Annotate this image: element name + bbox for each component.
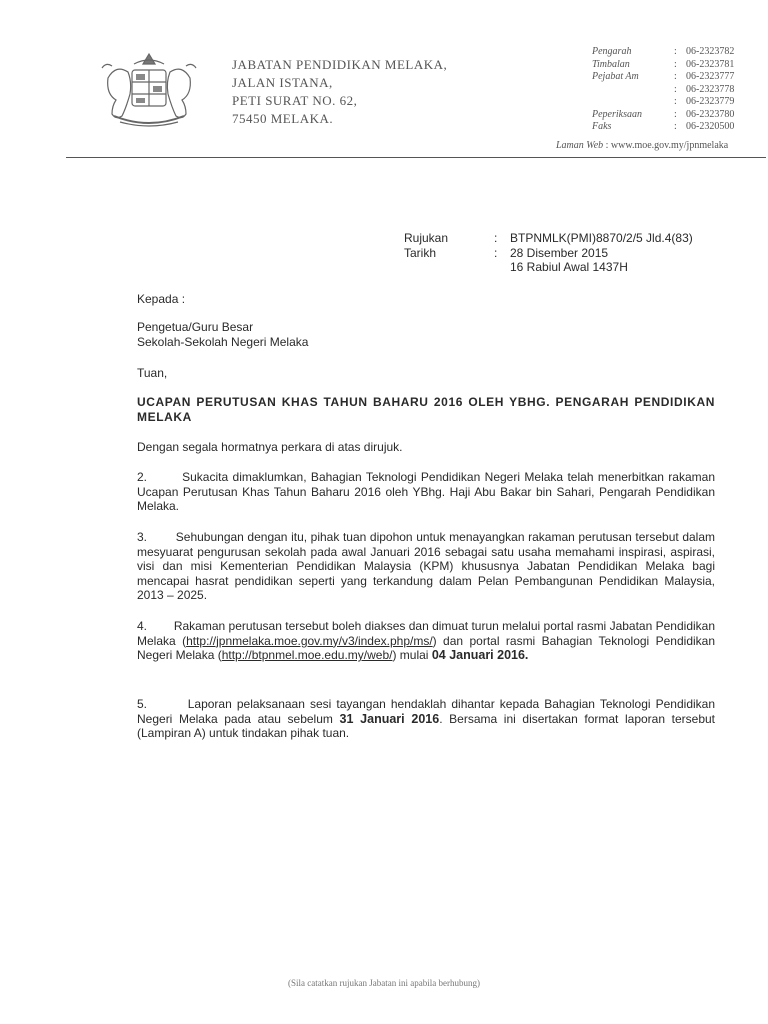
reference-block: Rujukan : BTPNMLK(PMI)8870/2/5 Jld.4(83) Tarikh : 28 Disember 2015 16 Rabiul Awal 1437H bbox=[404, 231, 693, 274]
paragraph-text: Sehubungan dengan itu, pihak tuan dipohon untuk menayangkan rakaman perutusan tersebut dalam mesyuarat pengurusan sekolah pada awal Januari 2016 sebagai satu usaha memahami inspirasi, aspirasi, visi dan misi Kementerian Pendidikan Malaysia (KPM) khususnya Jabatan Pendidikan Melaka bagi mencapai hasrat pendidikan seperti yang terkandung dalam Pelan Pembangunan Pendidikan Malaysia, 2013 – 2025. bbox=[137, 530, 716, 603]
opening-line: Dengan segala hormatnya perkara di atas dirujuk. bbox=[137, 440, 403, 454]
rujukan-label: Rujukan bbox=[404, 231, 449, 245]
paragraph-5 bbox=[137, 697, 715, 741]
contact-row: Timbalan : 06-2323781 bbox=[592, 58, 735, 70]
contact-number: 06-2323778 bbox=[686, 83, 735, 95]
paragraph-text: Sukacita dimaklumkan, Bahagian Teknologi Pendidikan Negeri Melaka telah menerbitkan rakaman Ucapan Perutusan Khas Tahun Baharu 2016 oleh YBhg. Haji Abu Bakar bin Sahari, Pengarah Pendidikan Melaka. bbox=[137, 470, 715, 514]
website-label: Laman Web bbox=[556, 140, 604, 151]
kepada-label: Kepada : bbox=[137, 292, 186, 306]
paragraph-text: Rakaman perutusan tersebut boleh diakses dan dimuat turun melalui portal rasmi Jabatan Pendidikan Melaka ( bbox=[137, 619, 716, 648]
paragraph-number: 2. bbox=[137, 470, 148, 484]
contact-number: 06-2323781 bbox=[686, 58, 735, 70]
contact-label bbox=[592, 84, 674, 97]
paragraph-text: . Bersama ini disertakan format laporan tersebut (Lampiran A) untuk tindakan pihak tuan. bbox=[137, 711, 716, 741]
deadline-date: 31 Januari 2016 bbox=[339, 711, 440, 726]
start-date: 04 Januari 2016. bbox=[431, 648, 529, 663]
contact-row: Peperiksaan : 06-2323780 bbox=[592, 108, 735, 120]
paragraph-2 bbox=[137, 470, 715, 514]
paragraph-number: 3. bbox=[137, 530, 148, 544]
contact-number: 06-2323779 bbox=[686, 96, 735, 107]
recipient-title: Pengetua/Guru Besar bbox=[137, 320, 254, 334]
tarikh-value: 28 Disember 2015 bbox=[510, 245, 609, 260]
contact-number: 06-2320500 bbox=[686, 121, 735, 132]
contact-label: Pejabat Am bbox=[592, 71, 639, 82]
paragraph-4 bbox=[137, 619, 715, 663]
org-address bbox=[232, 56, 447, 128]
subject-heading: UCAPAN PERUTUSAN KHAS TAHUN BAHARU 2016 OLEH YBHG. PENGARAH PENDIDIKAN MELAKA bbox=[137, 395, 715, 424]
contact-label bbox=[592, 96, 674, 109]
contact-label: Faks bbox=[592, 121, 612, 132]
recipient-org: Sekolah-Sekolah Negeri Melaka bbox=[137, 335, 309, 349]
coat-of-arms-icon bbox=[94, 50, 204, 132]
footer-note: (Sila catatkan rujukan Jabatan ini apabila berhubung) bbox=[288, 978, 480, 988]
rujukan-value: BTPNMLK(PMI)8870/2/5 Jld.4(83) bbox=[510, 231, 693, 245]
portal-link-jpn[interactable]: http://jpnmelaka.moe.gov.my/v3/index.php/ms/ bbox=[186, 633, 433, 648]
contact-row: Pejabat Am : 06-2323777 bbox=[592, 71, 735, 82]
org-line: 75450 MELAKA. bbox=[232, 111, 334, 126]
contact-number: 06-2323782 bbox=[686, 46, 735, 57]
contact-list bbox=[592, 46, 734, 134]
contact-label: Peperiksaan bbox=[592, 108, 642, 120]
website-url: www.moe.gov.my/jpnmelaka bbox=[610, 140, 729, 151]
salutation: Tuan, bbox=[137, 366, 168, 380]
paragraph-text: Laporan pelaksanaan sesi tayangan hendaklah dihantar kepada Bahagian Teknologi Pendidikan Negeri Melaka pada atau sebelum bbox=[137, 697, 716, 726]
contact-label: Timbalan bbox=[592, 58, 630, 70]
paragraph-number: 5. bbox=[137, 697, 148, 711]
org-line: JALAN ISTANA, bbox=[232, 75, 333, 90]
paragraph-text: ) mulai bbox=[392, 648, 432, 663]
tarikh-hijri: 16 Rabiul Awal 1437H bbox=[510, 260, 628, 274]
contact-row: : 06-2323778 bbox=[592, 84, 734, 97]
paragraph-text: ) dan portal rasmi Bahagian Teknologi Pendidikan Negeri Melaka ( bbox=[137, 633, 716, 663]
contact-row: Pengarah : 06-2323782 bbox=[592, 46, 735, 57]
tarikh-label: Tarikh bbox=[404, 245, 437, 260]
contact-row: : 06-2323779 bbox=[592, 96, 734, 109]
contact-number: 06-2323780 bbox=[686, 108, 735, 120]
portal-link-btpn[interactable]: http://btpnmel.moe.edu.my/web/ bbox=[221, 648, 393, 663]
contact-label: Pengarah bbox=[592, 46, 632, 57]
website-line: Laman Web : www.moe.gov.my/jpnmelaka bbox=[556, 140, 729, 151]
contact-number: 06-2323777 bbox=[686, 71, 735, 82]
contact-row: Faks : 06-2320500 bbox=[592, 121, 735, 132]
paragraph-number: 4. bbox=[137, 619, 148, 633]
letterhead-divider bbox=[66, 157, 766, 158]
org-line: PETI SURAT NO. 62, bbox=[232, 93, 358, 108]
org-line: JABATAN PENDIDIKAN MELAKA, bbox=[232, 57, 448, 72]
paragraph-3 bbox=[137, 530, 715, 603]
